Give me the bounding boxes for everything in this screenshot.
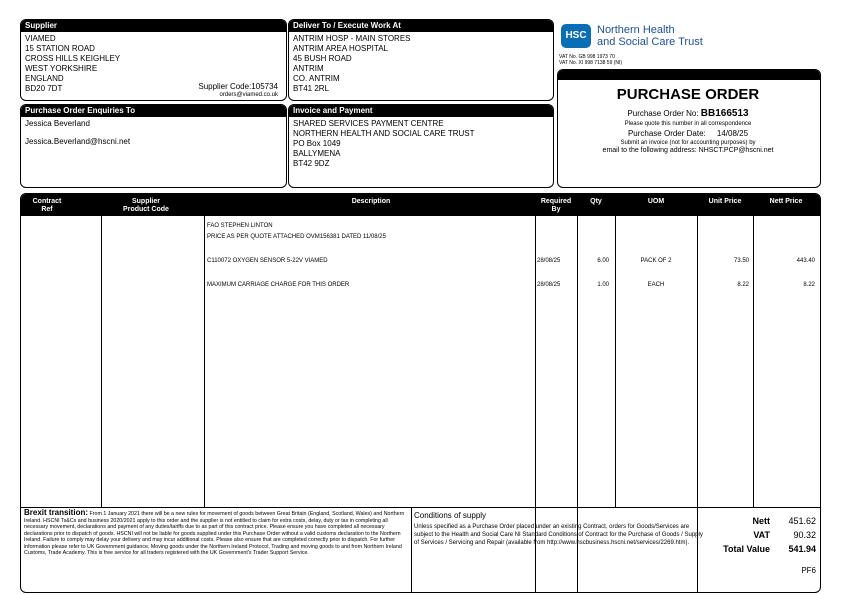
invoice-line: PO Box 1049 <box>293 139 341 148</box>
invoice-line: BT42 9DZ <box>293 159 330 168</box>
brexit-notice <box>24 510 409 557</box>
brexit-title: Brexit transition: <box>24 508 89 517</box>
column-divider <box>204 216 205 508</box>
row-description: MAXIMUM CARRIAGE CHARGE FOR THIS ORDER <box>207 282 350 288</box>
po-submit-note-1: Submit an invoice (not for accounting purposes) by <box>620 140 756 146</box>
order-note: PRICE AS PER QUOTE ATTACHED OVM156381 DATED 11/08/25 <box>207 234 386 240</box>
deliver-line: ANTRIM <box>293 64 324 73</box>
total-label: Total Value <box>723 544 770 554</box>
vat-numbers <box>559 54 622 66</box>
invoice-line: NORTHERN HEALTH AND SOCIAL CARE TRUST <box>293 129 475 138</box>
row-required-by: 28/08/25 <box>537 282 561 288</box>
brexit-text: From 1 January 2021 there will be a new rules for movement of goods between Great Britain (England, Scotland, Wales) and Northern Ireland. HSCNI Ts&Cs and business 2020/2021 apply to this order and the supplier is not entitled to claim for extra costs, delay, duty or tax in completing all necessary movement, declarations and payment of any duties/tariffs due to as part of this contract price. Please ensure you have completed all necessary declarations prior to dispatch of goods. HSCNI will not be liable for goods supplied under this Purchase Order without a valid customs declaration to the Northern Ireland. Failure to comply may delay your delivery and may incur additional costs. Please also ensure that are completed correctly prior to dispatch. For further information please refer to UK Government guidance, Moving goods under the Northern Ireland Protocol, Trading and moving goods to and from Northern Ireland Customs, Trade Academy. This is free service for all traders registered with the UK Government's Trader Support Service. <box>24 511 405 556</box>
header-unit-price: Unit Price <box>708 198 742 205</box>
enquiries-box <box>20 104 287 188</box>
deliver-heading: Deliver To / Execute Work At <box>289 20 553 32</box>
row-nett-price: 443.40 <box>796 258 815 264</box>
invoice-line: SHARED SERVICES PAYMENT CENTRE <box>293 119 444 128</box>
row-nett-price: 8.22 <box>803 282 815 288</box>
po-quote-note: Please quote this number in all correspondence <box>624 121 752 127</box>
conditions-title: Conditions of supply <box>414 511 487 520</box>
row-qty: 6.00 <box>597 258 609 264</box>
deliver-line: BT41 2RL <box>293 84 330 93</box>
deliver-box <box>288 19 554 101</box>
nett-label: Nett <box>752 516 770 526</box>
enquiries-name: Jessica Beverland <box>25 119 90 128</box>
items-table <box>20 193 821 593</box>
enquiries-heading: Purchase Order Enquiries To <box>21 105 286 117</box>
trust-name-line1: Northern Health <box>597 24 675 36</box>
row-qty: 1.00 <box>597 282 609 288</box>
supplier-line: CROSS HILLS KEIGHLEY <box>25 54 121 63</box>
trust-name <box>597 24 703 48</box>
invoice-heading: Invoice and Payment <box>289 105 553 117</box>
row-uom: PACK OF 2 <box>640 258 672 264</box>
invoice-box <box>288 104 554 188</box>
po-info <box>560 109 816 155</box>
vat-label: VAT <box>753 530 770 540</box>
po-date-label: Purchase Order Date: <box>627 129 706 138</box>
column-divider <box>101 216 102 508</box>
supplier-line: WEST YORKSHIRE <box>25 64 98 73</box>
header-description: Description <box>351 198 391 205</box>
nett-value: 451.62 <box>788 516 816 526</box>
deliver-line: 45 BUSH ROAD <box>293 54 352 63</box>
row-required-by: 28/08/25 <box>537 258 561 264</box>
header-required-by: Required By <box>540 198 572 213</box>
supplier-code: Supplier Code:105734 <box>198 82 278 91</box>
header-uom: UOM <box>647 198 665 205</box>
footer-divider <box>21 507 820 508</box>
vat-number: VAT No. GB 998 1973 70 <box>559 54 615 60</box>
supplier-email[interactable]: orders@viamed.co.uk <box>219 92 278 98</box>
deliver-line: ANTRIM AREA HOSPITAL <box>293 44 388 53</box>
supplier-box <box>20 19 287 101</box>
po-date-row <box>560 129 816 139</box>
supplier-line: VIAMED <box>25 34 56 43</box>
vat-number: VAT No. XI 998 7138 59 (NI) <box>559 60 623 66</box>
enquiries-email[interactable]: Jessica.Beverland@hscni.net <box>25 137 131 146</box>
supplier-line: ENGLAND <box>25 74 64 83</box>
deliver-line: CO. ANTRIM <box>293 74 340 83</box>
po-title: PURCHASE ORDER <box>616 86 760 103</box>
header-contract-ref: Contract Ref <box>32 198 62 213</box>
header-nett-price: Nett Price <box>769 198 803 205</box>
po-number-row <box>560 109 816 119</box>
row-uom: EACH <box>647 282 665 288</box>
po-header-bar <box>558 70 820 80</box>
supplier-line: BD20 7DT <box>25 84 63 93</box>
hsc-logo-icon: HSC <box>561 24 591 48</box>
invoice-line: BALLYMENA <box>293 149 341 158</box>
page-code: PF6 <box>801 566 816 575</box>
supplier-heading: Supplier <box>21 20 286 32</box>
vat-value: 90.32 <box>793 530 816 540</box>
po-number-label: Purchase Order No: <box>627 109 699 118</box>
po-number: BB166513 <box>700 108 749 119</box>
header-qty: Qty <box>590 198 602 205</box>
supplier-line: 15 STATION ROAD <box>25 44 95 53</box>
footer-divider <box>411 507 412 592</box>
row-unit-price: 8.22 <box>737 282 749 288</box>
deliver-line: ANTRIM HOSP - MAIN STORES <box>293 34 411 43</box>
row-unit-price: 73.50 <box>733 258 749 264</box>
row-description: C110072 OXYGEN SENSOR 5-22V VIAMED <box>207 258 328 264</box>
po-date: 14/08/25 <box>716 129 749 138</box>
po-submit-note-2: email to the following address: NHSCT.PCP@hscni.net <box>602 147 774 154</box>
trust-name-line2: and Social Care Trust <box>597 36 703 48</box>
total-value: 541.94 <box>788 544 816 554</box>
conditions-of-supply <box>414 512 704 547</box>
header-product-code: Supplier Product Code <box>123 198 169 213</box>
order-note: FAO STEPHEN LINTON <box>207 223 273 229</box>
conditions-text: Unless specified as a Purchase Order placed under an existing Contract, orders for Goods/Services are subject to the Health and Social Care NI Standard Conditions of Contract for the Purchase of Goods / Supply of Services / Servicing and Repair (available from http://www.hscbusiness.hscni.net/services/2269.htm). <box>414 524 703 546</box>
